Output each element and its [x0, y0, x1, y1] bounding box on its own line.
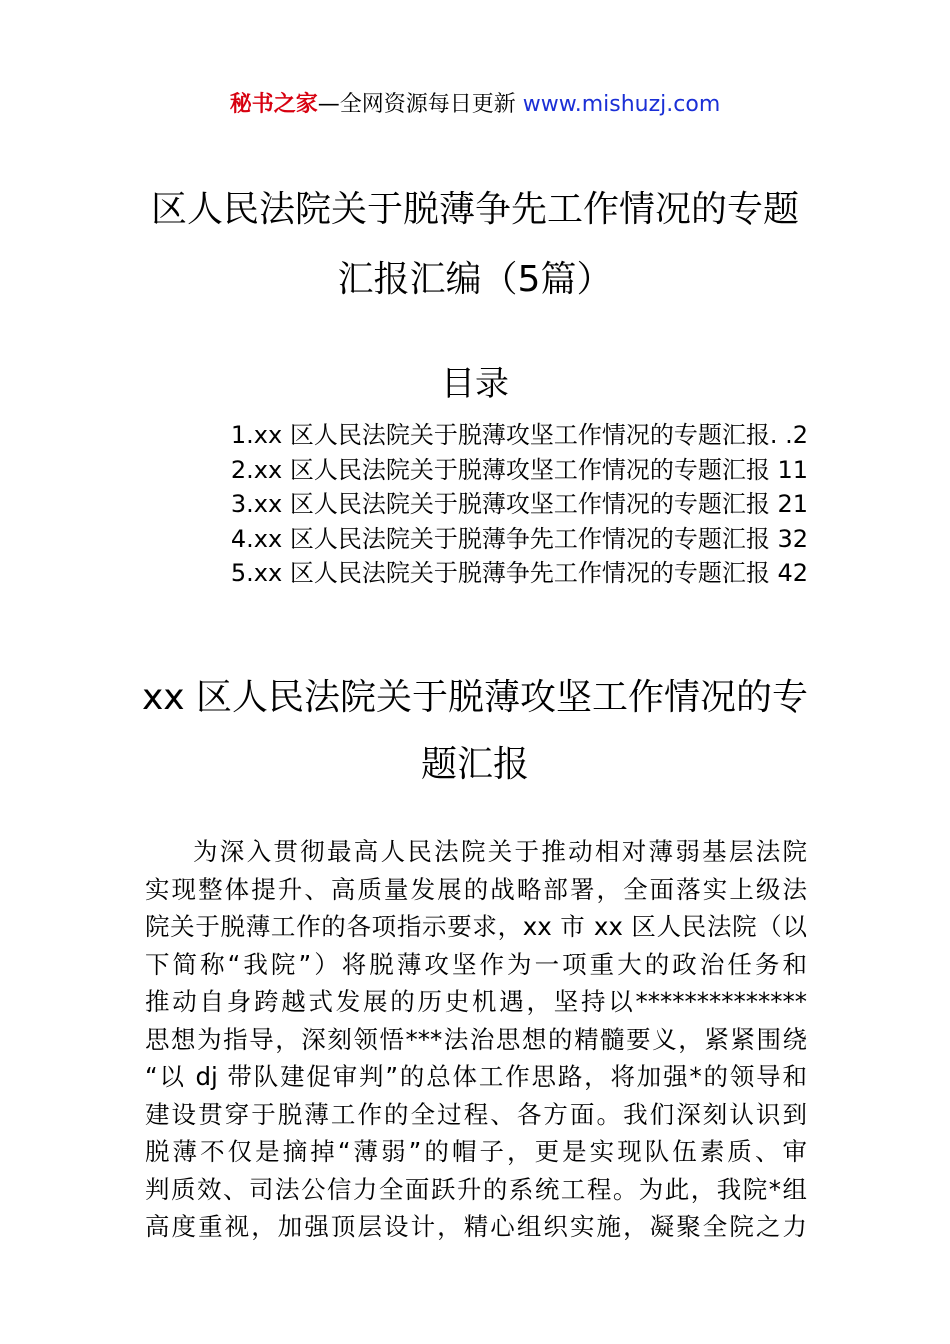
paragraph-line: 为深入贯彻最高人民法院关于推动相对薄弱基层法院 [193, 837, 807, 866]
paragraph-line: 下简称“我院”）将脱薄攻坚作为一项重大的政治任务和 [145, 949, 807, 979]
paragraph-line: 推动自身跨越式发展的历史机遇，坚持以************** [145, 987, 807, 1016]
toc-heading: 目录 [441, 364, 509, 404]
paragraph-line: 脱薄不仅是摘掉“薄弱”的帽子，更是实现队伍素质、审 [145, 1137, 807, 1166]
paragraph-line: 思想为指导，深刻领悟***法治思想的精髓要义，紧紧围绕 [145, 1024, 807, 1054]
paragraph-line: 建设贯穿于脱薄工作的全过程、各方面。我们深刻认识到 [145, 1099, 807, 1129]
header-tagline: —全网资源每日更新 [317, 92, 516, 117]
toc-item[interactable]: 5.xx 区人民法院关于脱薄争先工作情况的专题汇报 42 [230, 559, 808, 587]
toc-item[interactable]: 4.xx 区人民法院关于脱薄争先工作情况的专题汇报 32 [230, 524, 808, 553]
paragraph-line: “以 dj 带队建促审判”的总体工作思路，将加强*的领导和 [145, 1062, 807, 1091]
paragraph-line: 院关于脱薄工作的各项指示要求，xx 市 xx 区人民法院（以 [145, 912, 807, 941]
toc-item[interactable]: 2.xx 区人民法院关于脱薄攻坚工作情况的专题汇报 11 [230, 455, 808, 484]
document-title-line-1: 区人民法院关于脱薄争先工作情况的专题 [150, 189, 799, 230]
paragraph-line: 判质效、司法公信力全面跃升的系统工程。为此，我院*组 [145, 1174, 807, 1204]
document-title-line-2: 汇报汇编（5篇） [337, 259, 613, 300]
brand-name: 秘书之家 [229, 92, 318, 117]
site-header [0, 88, 950, 122]
paragraph-line: 高度重视，加强顶层设计，精心组织实施，凝聚全院之力 [145, 1212, 807, 1241]
section-title-line-1: xx 区人民法院关于脱薄攻坚工作情况的专 [141, 677, 809, 718]
body-paragraph [145, 833, 807, 1246]
site-url-link[interactable]: www.mishuzj.com [522, 92, 721, 117]
toc-item[interactable]: 1.xx 区人民法院关于脱薄攻坚工作情况的专题汇报. .2 [230, 421, 808, 449]
section-title-line-2: 题汇报 [420, 744, 529, 785]
paragraph-line: 实现整体提升、高质量发展的战略部署，全面落实上级法 [145, 874, 807, 904]
toc-item[interactable]: 3.xx 区人民法院关于脱薄攻坚工作情况的专题汇报 21 [230, 490, 808, 518]
table-of-contents [0, 418, 808, 591]
